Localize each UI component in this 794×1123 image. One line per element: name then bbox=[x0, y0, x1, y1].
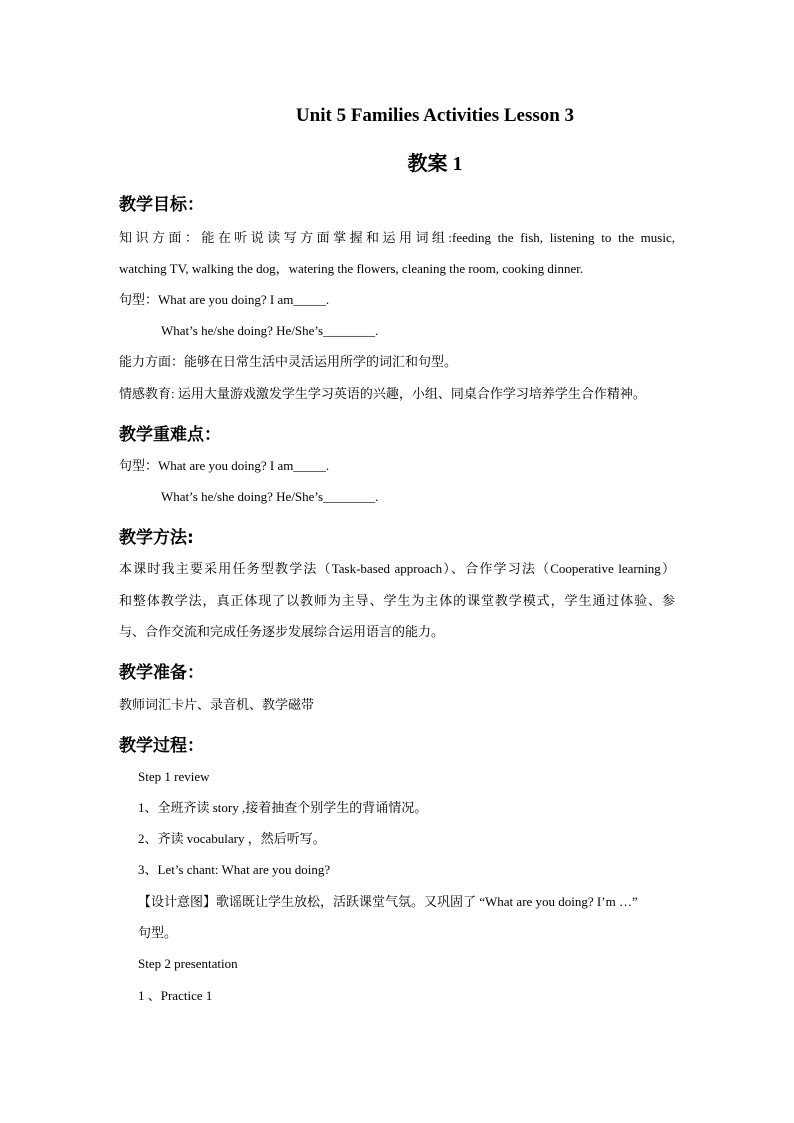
step-2-title: Step 2 presentation bbox=[138, 956, 238, 971]
step-1-item-1: 1、全班齐读 story ,接着抽查个别学生的背诵情况。 bbox=[138, 800, 428, 815]
objectives-heading: 教学目标： bbox=[119, 195, 204, 215]
method-line-1: 本课时我主要采用任务型教学法（Task-based approach）、合作学习法（Cooperative learning） bbox=[119, 561, 675, 576]
sentence-pattern-2b: What’s he/she doing? He/She’s________. bbox=[161, 489, 379, 504]
design-intent-line-2: 句型。 bbox=[138, 925, 178, 940]
sentence-pattern-2a: 句型：What are you doing? I am_____. bbox=[119, 458, 330, 473]
ability-text: 能力方面：能够在日常生活中灵活运用所学的词汇和句型。 bbox=[119, 354, 458, 369]
preparation-heading: 教学准备： bbox=[119, 663, 204, 683]
sentence-pattern-1a: 句型：What are you doing? I am_____. bbox=[119, 292, 330, 307]
design-intent-line-1: 【设计意图】歌谣既让学生放松，活跃课堂气氛。又巩固了 “What are you doing? I’m …” bbox=[138, 894, 638, 909]
method-heading: 教学方法: bbox=[119, 528, 194, 548]
document-subtitle: 教案 1 bbox=[407, 153, 463, 175]
emotion-text: 情感教育: 运用大量游戏激发学生学习英语的兴趣，小组、同桌合作学习培养学生合作精神。 bbox=[119, 386, 646, 401]
step-1-title: Step 1 review bbox=[138, 769, 210, 784]
knowledge-line-1: 知识方面：能在听说读写方面掌握和运用词组:feeding the fish, listening to the music, bbox=[119, 230, 675, 245]
method-line-3: 与、合作交流和完成任务逐步发展综合运用语言的能力。 bbox=[119, 624, 445, 639]
sentence-pattern-1b: What’s he/she doing? He/She’s________. bbox=[161, 323, 379, 338]
step-1-item-3: 3、Let’s chant: What are you doing? bbox=[138, 862, 331, 877]
step-1-item-2: 2、齐读 vocabulary ，然后听写。 bbox=[138, 831, 326, 846]
knowledge-line-2: watching TV, walking the dog，watering the flowers, cleaning the room, cooking dinner. bbox=[119, 261, 584, 276]
keypoints-heading: 教学重难点： bbox=[119, 425, 221, 445]
method-line-2: 和整体教学法，真正体现了以教师为主导、学生为主体的课堂教学模式，学生通过体验、参 bbox=[119, 593, 675, 608]
process-heading: 教学过程： bbox=[119, 736, 204, 756]
preparation-text: 教师词汇卡片、录音机、教学磁带 bbox=[119, 697, 315, 712]
document-title: Unit 5 Families Activities Lesson 3 bbox=[295, 105, 575, 126]
step-2-item-1: 1 、Practice 1 bbox=[138, 988, 213, 1003]
